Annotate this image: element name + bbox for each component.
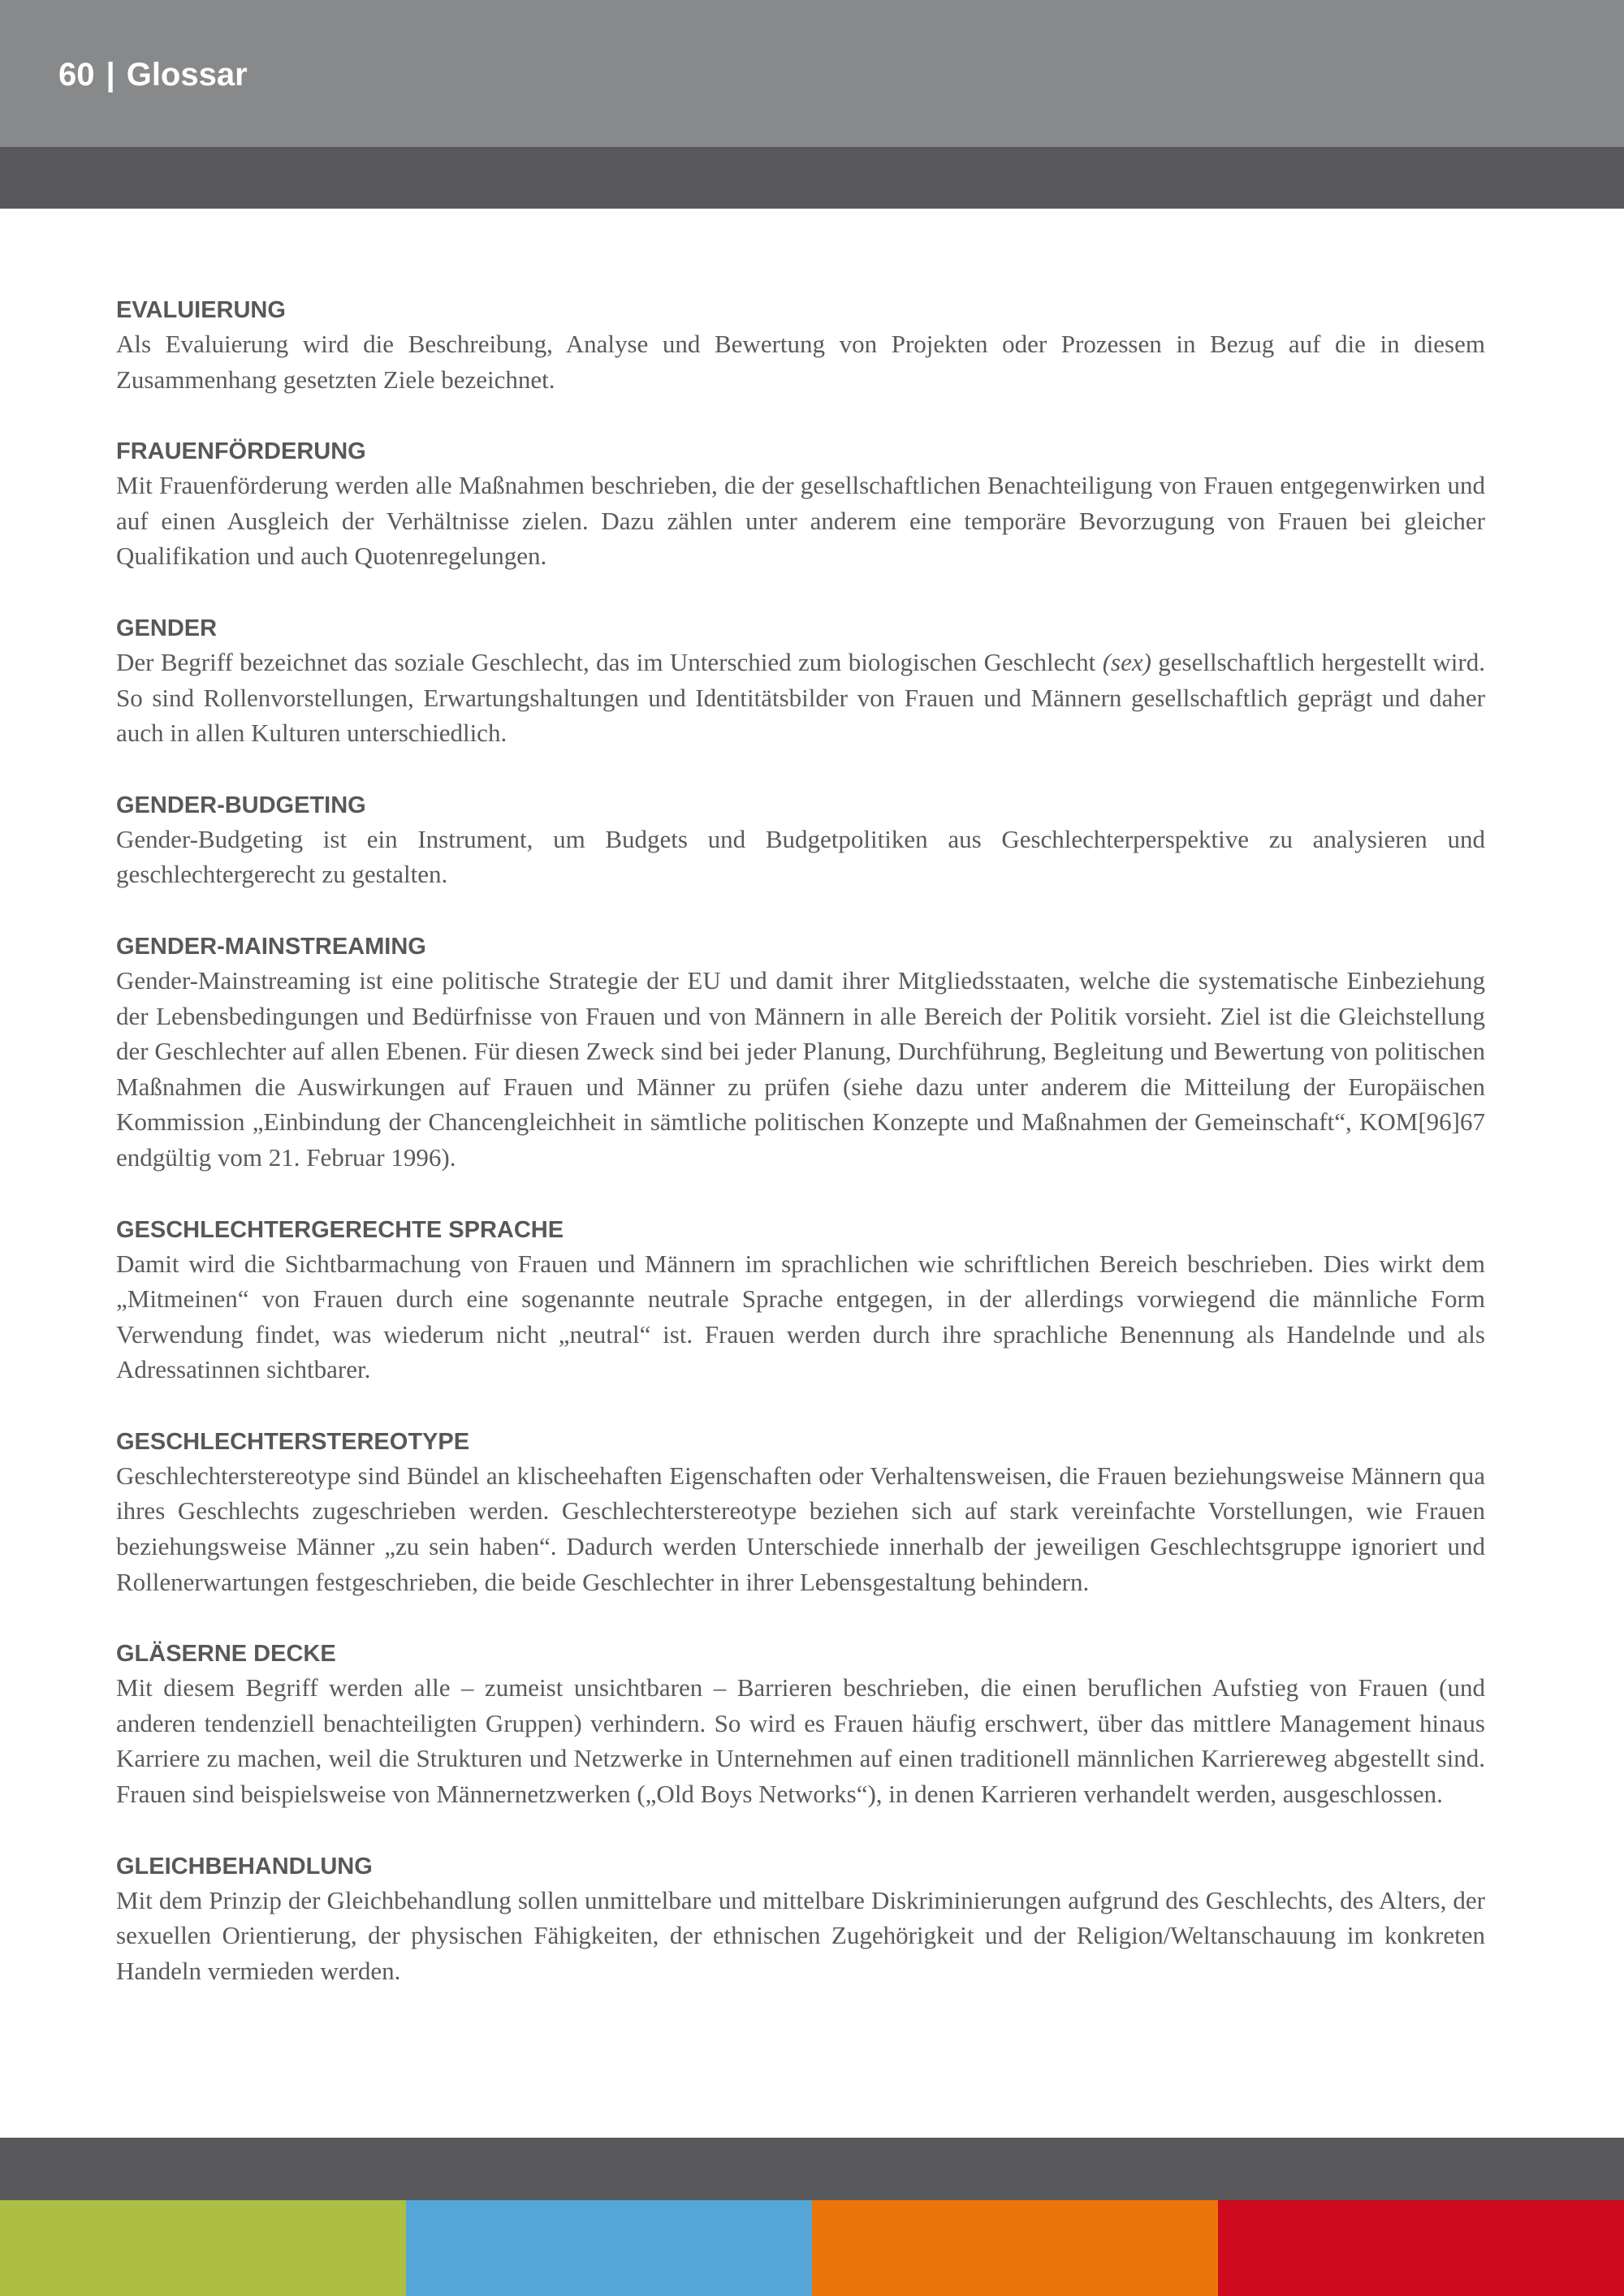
section-title: Glossar xyxy=(126,57,248,93)
entry-title: GESCHLECHTERGERECHTE SPRACHE xyxy=(116,1216,564,1243)
entry-text: Mit Frauenförderung werden alle Maßnahmen beschrieben, die der gesellschaftlichen Benachteiligung von Frauen entgegenwirken und auf einen Ausgleich der Verhältnisse zielen. Dazu zählen unter anderem eine temporäre Bevorzugung von Frauen bei gleicher Qualifikation und auch Quotenregelungen. xyxy=(116,471,1485,571)
entry-title: GENDER-MAINSTREAMING xyxy=(116,933,426,960)
footer-color-bar xyxy=(0,2200,1624,2296)
entry-title: GENDER-BUDGETING xyxy=(116,792,366,818)
glossary-entry-geschlechterstereotype xyxy=(116,1426,1485,1599)
entry-text: Gender-Budgeting ist ein Instrument, um Budgets und Budgetpolitiken aus Geschlechterperspektive zu analysieren und geschlechtergerecht zu gestalten. xyxy=(116,824,1485,889)
footer-swatch-green xyxy=(0,2200,406,2296)
header-bar xyxy=(0,0,1624,147)
page-header xyxy=(58,52,248,97)
glossary-entry-gleichbehandlung xyxy=(116,1850,1485,1989)
entry-text: Gender-Mainstreaming ist eine politische Strategie der EU und damit ihrer Mitgliedsstaaten, welche die systematische Einbeziehung der Lebensbedingungen und Bedürfnisse von Frauen und von Männern in alle Bereich der Politik vorsieht. Ziel ist die Gleichstellung der Geschlechter auf allen Ebenen. Für diesen Zweck sind bei jeder Planung, Durchführung, Begleitung und Bewertung von politischen Maßnahmen die Auswirkungen auf Frauen und Männer zu prüfen (siehe dazu unter anderem die Mitteilung der Europäischen Kommission „Einbindung der Chancengleichheit in sämtliche politischen Konzepte und Maßnahmen der Gemeinschaft“, KOM[96]67 endgültig vom 21. Februar 1996). xyxy=(116,965,1485,1172)
page-number: 60 xyxy=(58,57,95,93)
entry-title: GLEICHBEHANDLUNG xyxy=(116,1853,373,1880)
entry-text-italic: (sex) xyxy=(1102,647,1151,676)
footer-band xyxy=(0,2138,1624,2200)
entry-text: Mit dem Prinzip der Gleichbehandlung sollen unmittelbare und mittelbare Diskriminierungen aufgrund des Geschlechts, des Alters, der sexuellen Orientierung, der physischen Fähigkeiten, der ethnischen Zugehörigkeit und der Religion/Weltanschauung im konkreten Handeln vermieden werden. xyxy=(116,1885,1485,1985)
entry-title: GENDER xyxy=(116,615,218,641)
header-separator: | xyxy=(106,57,115,93)
entry-title: FRAUENFÖRDERUNG xyxy=(116,438,366,465)
glossary-entry-evaluierung xyxy=(116,294,1485,397)
entry-text: Mit diesem Begriff werden alle – zumeist unsichtbaren – Barrieren beschrieben, die einen beruflichen Aufstieg von Frauen (und anderen tendenziell benachteiligten Gruppen) verhindern. So wird es Frauen häufig erschwert, über das mittlere Management hinaus Karriere zu machen, weil die Strukturen und Netzwerke in Unternehmen auf einen traditionell männlichen Karriereweg abgestellt sind. Frauen sind beispielsweise von Männernetzwerken („Old Boys Networks“), in denen Karrieren verhandelt werden, ausgeschlossen. xyxy=(116,1673,1485,1809)
entry-title: EVALUIERUNG xyxy=(116,297,286,323)
glossary-entry-geschlechtergerechte-sprache xyxy=(116,1214,1485,1388)
entry-title: GLÄSERNE DECKE xyxy=(116,1641,336,1668)
footer-swatch-orange xyxy=(812,2200,1218,2296)
entry-text-part: gesellschaftlich hergestellt wird. So sind Rollenvorstellungen, Erwartungshaltungen und Identitätsbilder von Frauen und Männern gesellschaftlich geprägt und daher auch in allen Kulturen unterschiedlich. xyxy=(116,647,1485,748)
header-band xyxy=(0,147,1624,209)
entry-title: GESCHLECHTERSTEREOTYPE xyxy=(116,1428,470,1455)
glossary-entry-gender xyxy=(116,612,1485,751)
entry-text: Geschlechterstereotype sind Bündel an klischeehaften Eigenschaften oder Verhaltensweisen, die Frauen beziehungsweise Männern qua ihres Geschlechts zugeschrieben werden. Geschlechterstereotype beziehen sich auf stark vereinfachte Vorstellungen, wie Frauen beziehungsweise Männer „zu sein haben“. Dadurch werden Unterschiede innerhalb der jeweiligen Geschlechtsgruppe ignoriert und Rollenerwartungen festgeschrieben, die beide Geschlechter in ihrer Lebensgestaltung behindern. xyxy=(116,1461,1485,1596)
glossary-entry-gender-budgeting xyxy=(116,789,1485,892)
entry-text xyxy=(116,645,1485,751)
footer-swatch-blue xyxy=(406,2200,812,2296)
glossary-content xyxy=(116,294,1485,2026)
footer-swatch-red xyxy=(1218,2200,1624,2296)
glossary-entry-frauenfoerderung xyxy=(116,435,1485,574)
glossary-entry-gender-mainstreaming xyxy=(116,930,1485,1176)
glossary-entry-glaeserne-decke xyxy=(116,1638,1485,1811)
entry-text: Damit wird die Sichtbarmachung von Frauen und Männern im sprachlichen wie schriftlichen Bereich beschrieben. Dies wirkt dem „Mitmeinen“ von Frauen durch eine sogenannte neutrale Sprache entgegen, in der allerdings vorwiegend die männliche Form Verwendung findet, was wiederum nicht „neutral“ ist. Frauen werden durch ihre sprachliche Benennung als Handelnde und als Adressatinnen sichtbarer. xyxy=(116,1249,1485,1384)
entry-text: Als Evaluierung wird die Beschreibung, Analyse und Bewertung von Projekten oder Prozessen in Bezug auf die in diesem Zusammenhang gesetzten Ziele bezeichnet. xyxy=(116,330,1485,394)
entry-text-part: Der Begriff bezeichnet das soziale Geschlecht, das im Unterschied zum biologischen Geschlecht xyxy=(116,647,1103,676)
